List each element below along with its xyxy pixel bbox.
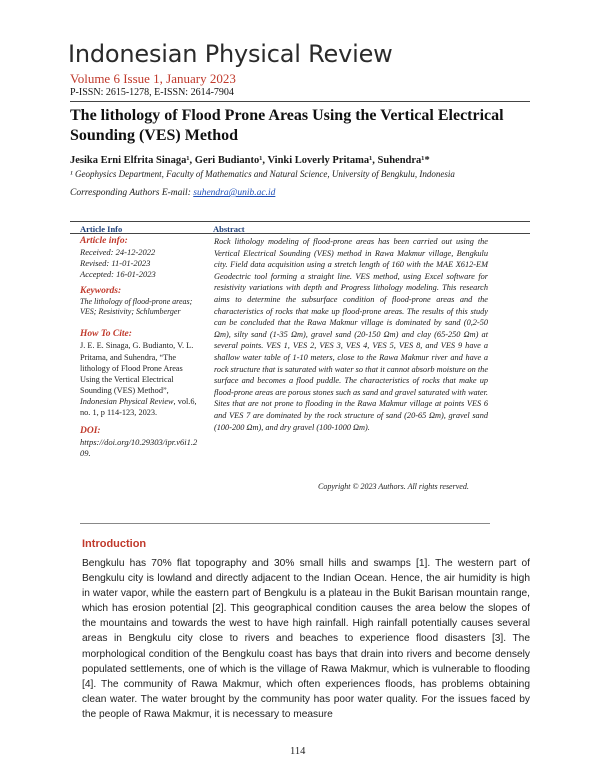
received-date: Received: 24-12-2022 <box>80 247 156 257</box>
citation <box>80 340 200 418</box>
doi-label: DOI: <box>80 426 101 437</box>
copyright: Copyright © 2023 Authors. All rights reserved. <box>318 482 469 491</box>
page-number: 114 <box>290 746 306 757</box>
doi-link[interactable]: https://doi.org/10.29303/ipr.v6i1.209. <box>80 437 198 459</box>
abstract-heading: Abstract <box>213 224 245 234</box>
introduction-heading: Introduction <box>82 538 147 550</box>
author-list: Jesika Erni Elfrita Sinaga¹, Geri Budianto¹, Vinki Loverly Pritama¹, Suhendra¹* <box>70 155 430 166</box>
corresponding-author <box>70 188 275 198</box>
keywords: The lithology of flood-prone areas; VES; Resistivity; Schlumberger <box>80 297 193 317</box>
article-info-label: Article info: <box>80 236 128 246</box>
abstract-bottom-divider <box>80 523 490 524</box>
introduction-text: Bengkulu has 70% flat topography and 30% small hills and swamps [1]. The western part of Bengkulu city is lowland and directly adjacent to the Indian Ocean. Hence, the air humidity is high in water vapor, while the eastern part of Bengkulu is a plateau in the Bukit Barisan mountain range, which has erosion potential [2]. This geographical condition causes the area below the slopes of the mountains and towards the west to have high rainfall. High rainfall potentially causes several areas in Bengkulu city close to rivers and beaches to experience flood disasters [3]. The morphological condition of the Bengkulu coast has bays that drain into rivers and become densely populated settlements, one of which is the village of Rawa Makmur, which is vulnerable to flooding [4]. The community of Rawa Makmur, which often experiences floods, has problems obtaining clean water. The water brought by the community has poor water quality. For the issues faced by the people of Rawa Makmur, it is necessary to measure <box>82 558 530 720</box>
info-top-divider <box>70 221 530 222</box>
info-head-divider <box>70 233 530 234</box>
abstract-text: Rock lithology modeling of flood-prone areas has been carried out using the Vertical Electrical Sounding (VES) method in Rawa Makmur village, Bengkulu city. Field data acquisition using a stretch length of 160 with the MAE X612-EM Geodectric tool forming a straight line. VES method, using Excel software for resistivity variations with depth and Progress lithology modeling. This research aims to determine the subsurface condition of flood-prone areas and the characteristics of rocks that make up flood-prone areas. The results of this study can be concluded that the Rawa Makmur village is dominated by sand (0,2-50 Ωm), silty sand (1-35 Ωm), gravel sand (20-150 Ωm) and clay (65-250 Ωm) at several points. VES 1, VES 2, VES 3, VES 4, VES 5, VES 8, and VES 9 have a shallow water table of 1-10 meters, close to the Rawa Makmur river and have a rock structure that is saturated with water so that it cannot absorb moisture on the surface and becomes a flood puddle. The characteristics of rocks that make up flood-prone areas are porous stones such as sand and gravel saturated with water. Sites that are not prone to flooding in the Rawa Makmur village at points VES 6 and VES 7 are dominated by the rock structure of sand (20-65 Ωm), gravel sand (100-200 Ωm), and dry gravel (100-1000 Ωm). <box>214 237 488 432</box>
corr-email-link[interactable]: suhendra@unib.ac.id <box>193 188 276 198</box>
citation-details: , vol.6, no. 1, p 114-123, 2023. <box>80 396 197 417</box>
article-info-panel <box>80 236 200 459</box>
issn: P-ISSN: 2615-1278, E-ISSN: 2614-7904 <box>70 87 234 98</box>
article-title: The lithology of Flood Prone Areas Using the Vertical Electrical Sounding (VES) Method <box>70 107 504 144</box>
revised-date: Revised: 11-01-2023 <box>80 258 151 268</box>
volume-issue: Volume 6 Issue 1, January 2023 <box>70 71 236 86</box>
journal-title: Indonesian Physical Review <box>68 40 393 68</box>
accepted-date: Accepted: 16-01-2023 <box>80 269 156 279</box>
keywords-label: Keywords: <box>80 286 122 296</box>
citation-journal: Indonesian Physical Review <box>80 396 174 406</box>
affiliation: ¹ Geophysics Department, Faculty of Mathematics and Natural Science, University of Bengkulu, Indonesia <box>70 169 455 179</box>
corr-label: Corresponding Authors E-mail: <box>70 188 194 198</box>
citation-text: J. E. E. Sinaga, G. Budianto, V. L. Pritama, and Suhendra, “The lithology of Flood Prone Areas Using the Vertical Electrical Sounding (VES) Method”, <box>80 341 194 395</box>
how-to-cite-label: How To Cite: <box>80 329 132 340</box>
header-divider <box>70 101 530 102</box>
article-info-heading: Article Info <box>80 224 123 234</box>
